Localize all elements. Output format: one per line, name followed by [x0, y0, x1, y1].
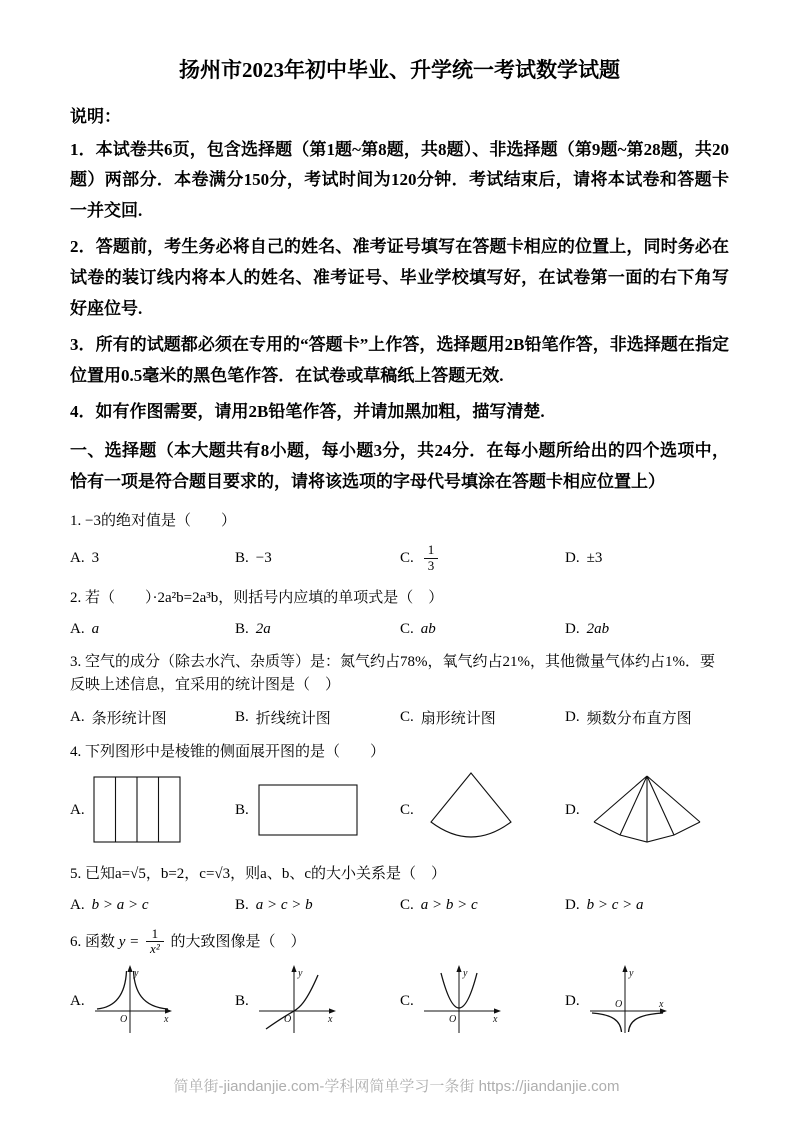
x-axis-label: x: [658, 999, 664, 1011]
question-5-option-c: [400, 897, 565, 914]
triangle-fan-figure: [587, 772, 707, 848]
x-axis-label: x: [163, 1014, 169, 1026]
fraction-numerator: 1: [424, 543, 439, 559]
option-label: C.: [400, 550, 414, 567]
option-label: B.: [235, 620, 249, 637]
stem-function-lhs: y =: [118, 933, 140, 950]
question-6-option-c: [400, 963, 565, 1039]
fraction-denominator: x²: [150, 941, 160, 957]
question-3-option-c: [400, 707, 565, 728]
stem-text-post: 的大致图像是（ ）: [170, 933, 306, 950]
option-label: D.: [565, 896, 580, 913]
question-1-option-a: [70, 550, 235, 567]
option-label: D.: [565, 550, 580, 567]
question-6: [70, 927, 729, 1040]
option-label: C.: [400, 709, 414, 725]
question-2-stem: 2. 若（ ）·2a²b=2a³b，则括号内应填的单项式是（ ）: [70, 590, 444, 607]
option-value: b > c > a: [586, 896, 644, 913]
question-2-options: [70, 621, 729, 638]
question-5-option-d: [565, 897, 644, 914]
y-axis-label: y: [133, 968, 139, 980]
question-3-stem: 3. 空气的成分（除去水汽、杂质等）是：氮气约占78%，氧气约占21%，其他微量气体约占1%．要反映上述信息，宜采用的统计图是（ ）: [70, 653, 715, 693]
question-1: [70, 510, 729, 574]
option-value: 扇形统计图: [420, 711, 496, 727]
option-label: C.: [400, 620, 414, 637]
option-label: A.: [70, 550, 85, 567]
page-title: 扬州市2023年初中毕业、升学统一考试数学试题: [179, 58, 620, 82]
fraction-one-over-x-squared: [146, 927, 164, 958]
option-value: 折线统计图: [255, 711, 331, 727]
origin-label: O: [119, 1014, 127, 1026]
question-2-option-b: [235, 621, 400, 638]
graph-parabola-opening-up: [421, 963, 505, 1039]
question-5: [70, 863, 729, 913]
question-5-option-a: [70, 897, 235, 914]
question-5-options: [70, 897, 729, 914]
option-label: D.: [565, 709, 580, 725]
question-6-options: [70, 963, 729, 1039]
footer-watermark: 简单街-jiandanjie.com-学科网简单学习一条街 https://jiandanjie.com: [173, 1078, 620, 1095]
note-1: 1．本试卷共6页，包含选择题（第1题~第8题，共8题）、非选择题（第9题~第28题，共20题）两部分．本卷满分150分，考试时间为120分钟．考试结束后，请将本试卷和答题卡一并交回.: [70, 139, 729, 220]
origin-label: O: [448, 1014, 456, 1026]
question-1-options: [70, 543, 729, 574]
option-label: A.: [70, 709, 85, 725]
question-1-option-d: [565, 550, 602, 567]
question-4-option-b: [235, 775, 400, 845]
option-value: a > b > c: [420, 896, 478, 913]
fraction-denominator: 3: [427, 558, 435, 574]
striped-rectangle-figure: [92, 775, 184, 845]
origin-label: O: [614, 999, 622, 1011]
question-1-stem: 1. −3的绝对值是（ ）: [70, 513, 236, 530]
option-label: A.: [70, 801, 85, 818]
question-3-option-a: [70, 707, 235, 728]
option-value: 条形统计图: [91, 711, 167, 727]
x-axis-label: x: [492, 1014, 498, 1026]
question-5-option-b: [235, 897, 400, 914]
option-value: a > c > b: [255, 896, 313, 913]
question-1-option-c: [400, 543, 565, 574]
option-label: D.: [565, 992, 580, 1009]
y-axis-label: y: [628, 968, 634, 980]
y-axis-label: y: [462, 968, 468, 980]
question-6-option-a: [70, 963, 235, 1039]
x-axis-label: x: [327, 1014, 333, 1026]
question-4: [70, 741, 729, 850]
option-label: D.: [565, 620, 580, 637]
question-3-options: [70, 707, 729, 728]
question-5-stem: 5. 已知a=√5，b=2，c=√3，则a、b、c的大小关系是（ ）: [70, 866, 446, 883]
note-4: 4．如有作图需要，请用2B铅笔作答，并请加黑加粗，描写清楚.: [70, 402, 545, 422]
option-label: B.: [235, 896, 249, 913]
question-6-option-b: [235, 963, 400, 1039]
option-label: A.: [70, 620, 85, 637]
origin-label: O: [283, 1014, 291, 1026]
option-label: C.: [400, 801, 414, 818]
question-6-option-d: [565, 963, 671, 1039]
sector-figure: [421, 770, 521, 850]
fraction-one-third: [424, 543, 439, 574]
option-value: ab: [420, 620, 436, 637]
option-label: C.: [400, 992, 414, 1009]
question-3-option-b: [235, 707, 400, 728]
question-4-options: [70, 770, 729, 850]
option-value: −3: [255, 550, 272, 567]
option-label: A.: [70, 896, 85, 913]
question-6-stem: [70, 927, 729, 958]
option-value: 3: [91, 550, 100, 567]
option-label: A.: [70, 992, 85, 1009]
stem-text-pre: 6. 函数: [70, 933, 116, 950]
question-2-option-a: [70, 621, 235, 638]
option-value: b > a > c: [91, 896, 149, 913]
option-label: B.: [235, 801, 249, 818]
note-3: 3．所有的试题都必须在专用的“答题卡”上作答，选择题用2B铅笔作答，非选择题在指定位置用0.5毫米的黑色笔作答．在试卷或草稿纸上答题无效.: [70, 335, 729, 385]
graph-reciprocal-square-below-axis: [587, 963, 671, 1039]
question-4-option-c: [400, 770, 565, 850]
question-1-option-b: [235, 550, 400, 567]
section-heading-choice: 一、选择题（本大题共有8小题，每小题3分，共24分．在每小题所给出的四个选项中，恰有一项是符合题目要求的，请将该选项的字母代号填涂在答题卡相应位置上）: [70, 440, 729, 491]
option-value: ±3: [586, 550, 603, 567]
option-label: D.: [565, 801, 580, 818]
question-2: [70, 587, 729, 637]
option-label: B.: [235, 550, 249, 567]
option-value: 2a: [255, 620, 271, 637]
question-4-option-a: [70, 775, 235, 845]
option-value: a: [91, 620, 100, 637]
note-2: 2．答题前，考生务必将自己的姓名、准考证号填写在答题卡相应的位置上，同时务必在试卷的装订线内将本人的姓名、准考证号、毕业学校填写好，在试卷第一面的右下角写好座位号.: [70, 237, 729, 318]
question-3: [70, 651, 729, 729]
option-label: C.: [400, 896, 414, 913]
option-label: B.: [235, 709, 249, 725]
question-3-option-d: [565, 707, 692, 728]
question-4-stem: 4. 下列图形中是棱锥的侧面展开图的是（ ）: [70, 744, 386, 760]
option-value: 2ab: [586, 620, 610, 637]
graph-s-curve-through-origin: [256, 963, 340, 1039]
y-axis-label: y: [297, 968, 303, 980]
question-4-option-d: [565, 772, 707, 848]
option-label: B.: [235, 992, 249, 1009]
fraction-numerator: 1: [146, 927, 164, 943]
question-2-option-c: [400, 621, 565, 638]
graph-reciprocal-square-above-axis: [92, 963, 176, 1039]
notes-heading: 说明：: [70, 107, 121, 126]
rectangle-figure: [256, 775, 362, 845]
option-value: 频数分布直方图: [586, 711, 692, 727]
question-2-option-d: [565, 621, 609, 638]
